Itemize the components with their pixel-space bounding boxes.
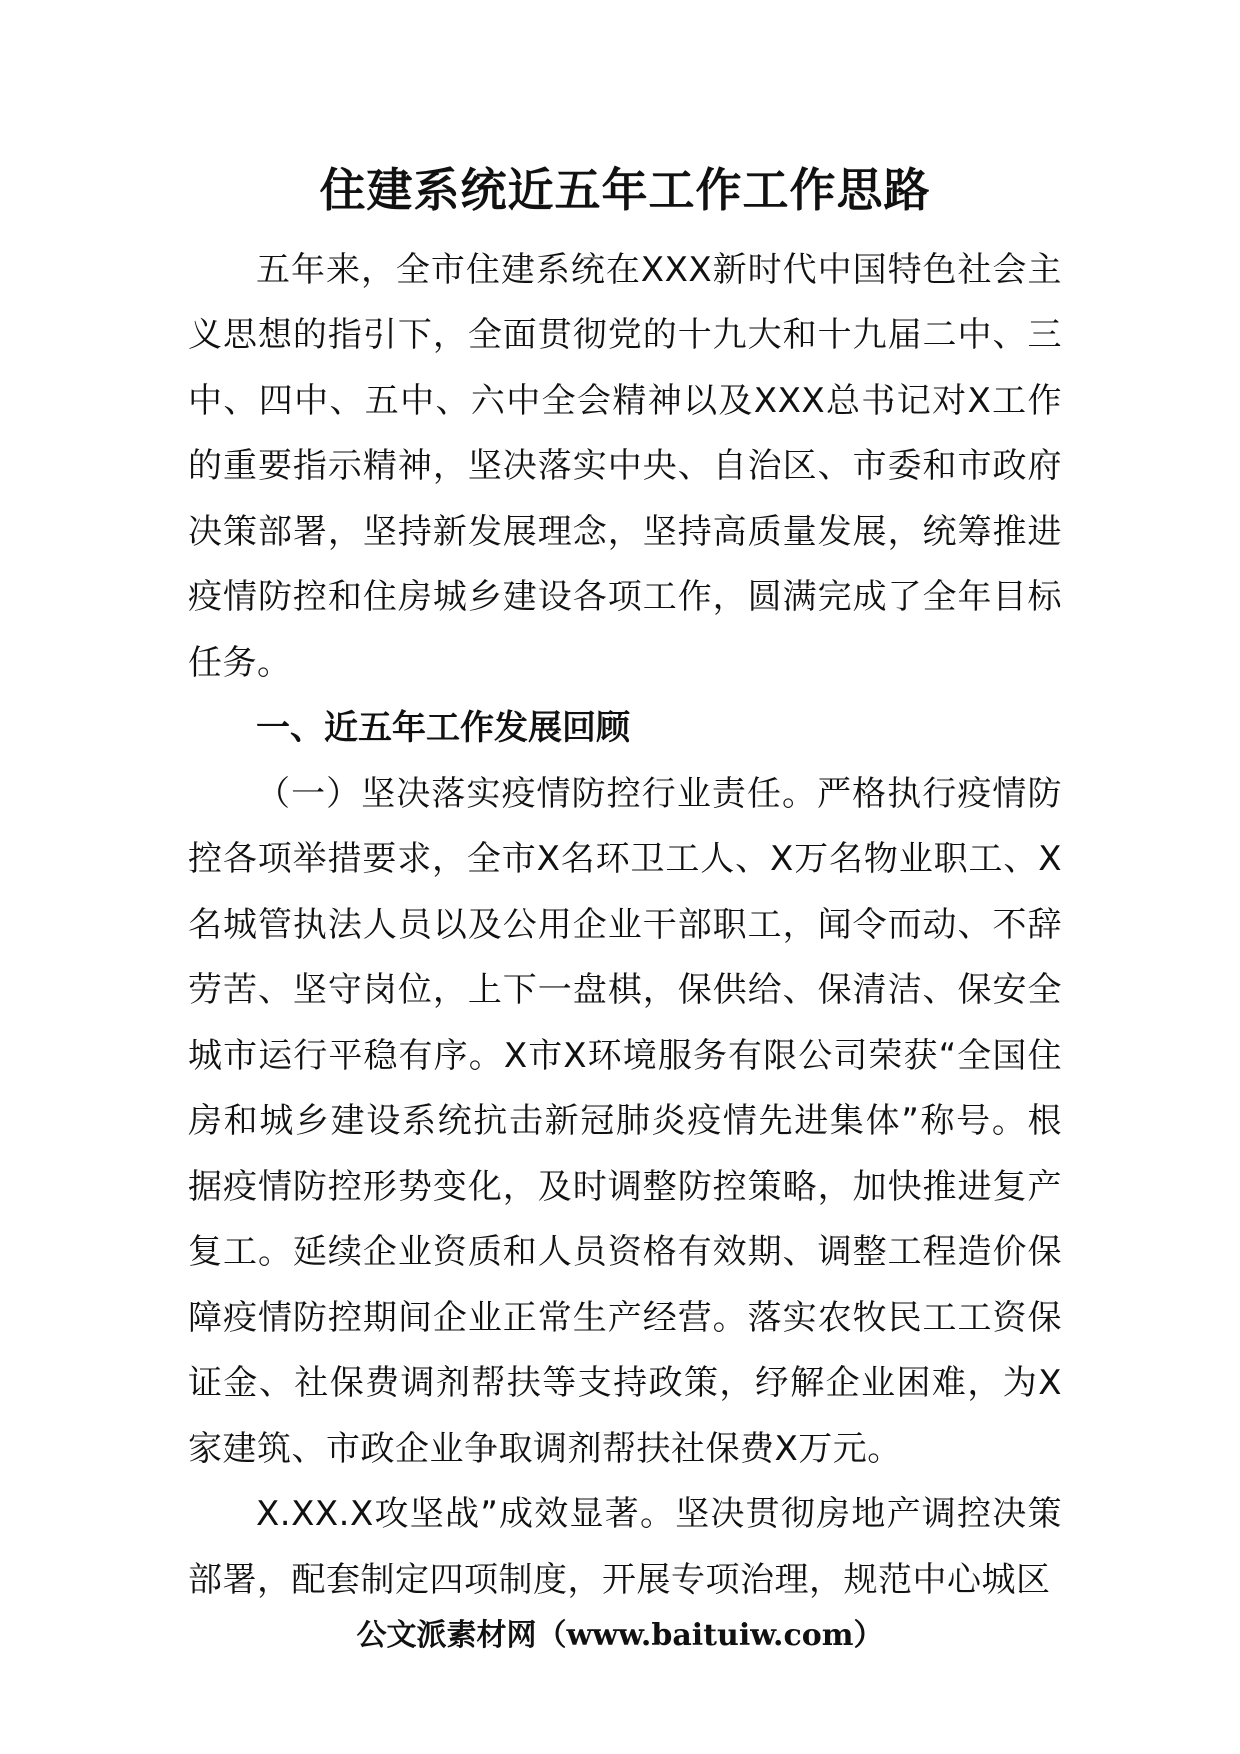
intro-paragraph: 五年来，全市住建系统在XXX新时代中国特色社会主义思想的指引下，全面贯彻党的十九大和十九届二中、三中、四中、五中、六中全会精神以及XXX总书记对X工作的重要指示精神，坚决落实中央、自治区、市委和市政府决策部署，坚持新发展理念，坚持高质量发展，统筹推进疫情防控和住房城乡建设各项工作，圆满完成了全年目标任务。 [188,249,1062,683]
footer-watermark: 公文派素材网（www.baituiw.com） [356,1618,884,1653]
section-paragraph-2: X.XX.X攻坚战”成效显著。坚决贯彻房地产调控决策部署，配套制定四项制度，开展专项治理，规范中心城区 [188,1494,1062,1600]
document-title: 住建系统近五年工作工作思路 [319,163,931,217]
section-paragraph-1: （一）坚决落实疫情防控行业责任。严格执行疫情防控各项举措要求，全市X名环卫工人、X万名物业职工、X名城管执法人员以及公用企业干部职工，闻令而动、不辞劳苦、坚守岗位，上下一盘棋，保供给、保清洁、保安全城市运行平稳有序。X市X环境服务有限公司荣获“全国住房和城乡建设系统抗击新冠肺炎疫情先进集体”称号。根据疫情防控形势变化，及时调整防控策略，加快推进复产复工。延续企业资质和人员资格有效期、调整工程造价保障疫情防控期间企业正常生产经营。落实农牧民工工资保证金、社保费调剂帮扶等支持政策，纾解企业困难，为X家建筑、市政企业争取调剂帮扶社保费X万元。 [188,773,1062,1469]
section-heading: 一、近五年工作发展回顾 [256,708,630,748]
